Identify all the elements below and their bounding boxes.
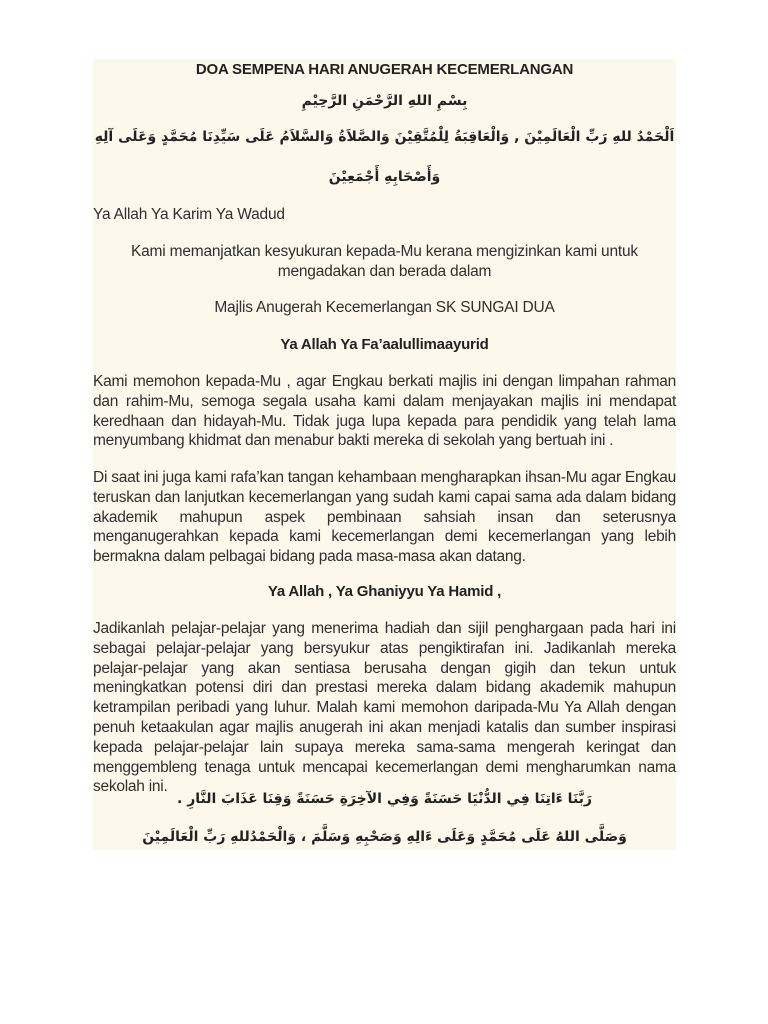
heading-1: Ya Allah Ya Fa’aalullimaayurid	[280, 336, 489, 353]
event-name: Majlis Anugerah Kecemerlangan SK SUNGAI DUA	[214, 299, 555, 316]
heading-2: Ya Allah , Ya Ghaniyyu Ya Hamid ,	[267, 583, 502, 600]
paragraph-2: Di saat ini juga kami rafa’kan tangan kehambaan mengharapkan ihsan-Mu agar Engkau teruskan dan lanjutkan kecemerlangan yang sudah kami capai sama ada dalam bidang akademik mahupun aspek pembinaan sahsiah insan dan seterusnya menganugerahkan kepada kami kecemerlangan demi kecemerlangan yang lebih bermakna dalam pelbagai bidang pada masa-masa akan datang.	[93, 469, 676, 566]
arabic-closing-line-2: وَصَلَّى اللهُ عَلَى مُحَمَّدٍ وَعَلَى ءَالِهِ وَصَحْبِهِ وَسَلَّمَ ، وَالْحَمْدُللهِ رَبِّ الْعَالَمِيْنَ	[142, 829, 627, 845]
document-page	[93, 59, 676, 850]
greeting: Ya Allah Ya Karim Ya Wadud	[93, 206, 285, 223]
arabic-opening-line-1: اَلْحَمْدُ للهِ رَبِّ الْعَالَمِيْنَ , وَالْعَاقِبَةُ لِلْمُتَّقِيْنَ وَالصَّلاَةُ وَالسَّلاَمُ عَلَى سَيِّدِنَا مُحَمَّدٍ وَعَلَى آلِهِ	[94, 129, 675, 145]
paragraph-1: Kami memohon kepada-Mu , agar Engkau berkati majlis ini dengan limpahan rahman dan rahim-Mu, semoga segala usaha kami dalam menjayakan majlis ini mendapat keredhaan dan hidayah-Mu. Tidak juga lupa kepada para pendidik yang telah lama menyumbang khidmat dan menabur bakti mereka di sekolah yang bertuah ini .	[93, 373, 676, 450]
arabic-opening-line-2: وَأَصْحَابِهِ أَجْمَعِيْنَ	[328, 169, 441, 185]
gratitude-text: Kami memanjatkan kesyukuran kepada-Mu kerana mengizinkan kami untuk mengadakan dan berada dalam	[131, 243, 638, 280]
arabic-basmalah: بِسْمِ اللهِ الرَّحْمَنِ الرَّحِيْمِ	[301, 93, 468, 109]
document-title: DOA SEMPENA HARI ANUGERAH KECEMERLANGAN	[195, 61, 574, 78]
arabic-closing-line-1: رَبَّنَا ءَاتِنَا فِي الدُّنْيَا حَسَنَةً وَفِي الآخِرَةِ حَسَنَةً وَقِنَا عَذَابَ النَّارِ .	[177, 791, 592, 807]
paragraph-3: Jadikanlah pelajar-pelajar yang menerima hadiah dan sijil penghargaan pada hari ini sebagai pelajar-pelajar yang bersyukur atas pengiktirafan ini. Jadikanlah mereka pelajar-pelajar yang akan sentiasa berusaha dengan gigih dan tekun untuk meningkatkan potensi diri dan prestasi mereka dalam bidang akademik mahupun ketrampilan peribadi yang luhur. Malah kami memohon daripada-Mu Ya Allah dengan penuh ketaakulan agar majlis anugerah ini akan menjadi katalis dan sumber inspirasi kepada pelajar-pelajar lain supaya mereka sama-sama mengerah keringat dan menggembleng tenaga untuk mencapai kecemerlangan demi mengharumkan nama sekolah ini.	[93, 620, 676, 796]
